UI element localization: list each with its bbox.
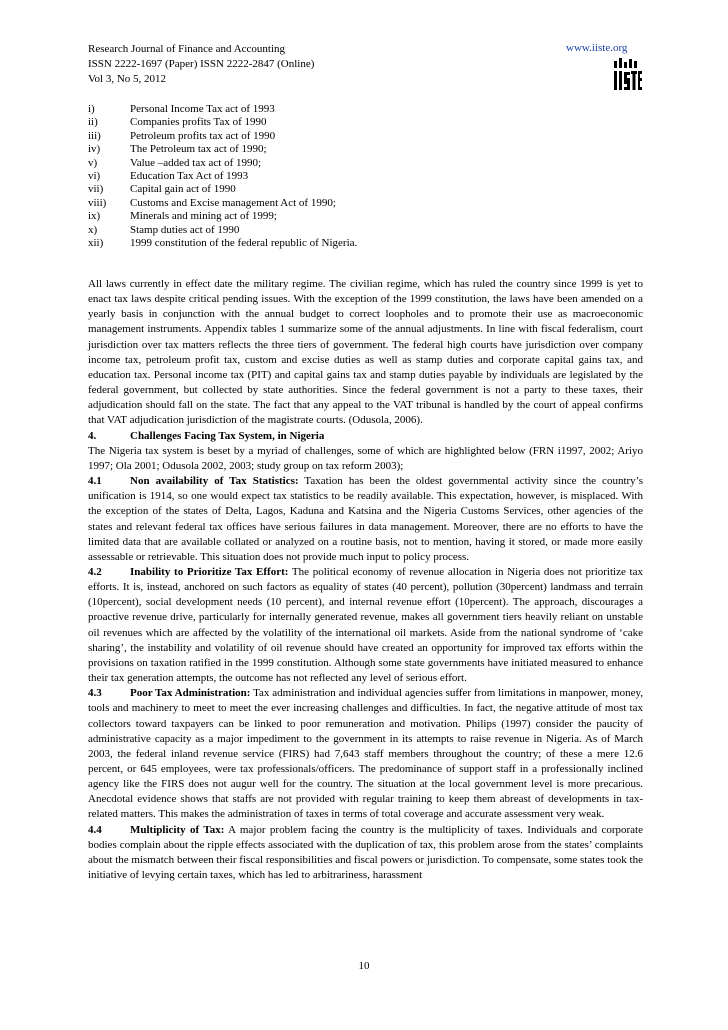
subsection	[88, 565, 643, 686]
subsection-title: Poor Tax Administration:	[130, 687, 251, 700]
list-item	[88, 197, 648, 210]
list-item	[88, 183, 648, 196]
journal-title: Research Journal of Finance and Accounting	[88, 43, 286, 55]
subsection	[88, 474, 643, 565]
list-item-number: vi)	[88, 170, 101, 183]
list-item	[88, 224, 648, 237]
list-item-text: Petroleum profits tax act of 1990	[130, 129, 276, 142]
list-item-number: iv)	[88, 143, 101, 156]
subsection-text: The political economy of revenue allocation in Nigeria does not prioritize tax efforts. It is, instead, anchored on such factors as equality of states (40 percent), pollution (30percent) landmass and terrain (10percent), social development needs (10 percent), and internal revenue effort (10percent). The approach, discourages a proactive revenue drive, particularly for internally generated revenue, makes all government tiers heavily reliant on unstable oil revenues which are affected by the volatility of the international oil markets. Aside from the national syndrome of ‘cake sharing’, the instability and volatility of oil revenue should have created an opportunity for improved tax efforts within the provisions on taxation ratified in the 1999 constitution. Although some state governments have initiated measured to enhance their tax generation attempts, the outcome has not reflected any level of serious effort.	[88, 565, 643, 685]
subsection-number: 4.4	[88, 823, 102, 836]
list-item	[88, 103, 648, 116]
volume-line: Vol 3, No 5, 2012	[88, 73, 167, 85]
subsection-title: Non availability of Tax Statistics:	[130, 475, 299, 488]
list-item-text: Value –added tax act of 1990;	[130, 156, 262, 169]
list-item-text: Companies profits Tax of 1990	[130, 116, 267, 129]
list-item-text: The Petroleum tax act of 1990;	[130, 143, 267, 156]
list-item-text: Education Tax Act of 1993	[130, 170, 249, 183]
list-item-text: Stamp duties act of 1990	[130, 223, 240, 236]
list-item-number: v)	[88, 156, 98, 169]
list-item-text: Personal Income Tax act of 1993	[130, 103, 275, 115]
journal-url-link[interactable]: www.iiste.org	[566, 42, 628, 54]
list-item-number: iii)	[88, 129, 101, 142]
section-number: 4.	[88, 429, 97, 442]
list-item-text: 1999 constitution of the federal republic of Nigeria.	[130, 237, 358, 250]
iiste-logo	[612, 58, 642, 92]
body-text	[88, 277, 643, 883]
subsection	[88, 686, 643, 822]
list-item-text: Customs and Excise management Act of 1990;	[130, 196, 336, 209]
subsection-title: Multiplicity of Tax:	[130, 823, 225, 836]
subsection-title: Inability to Prioritize Tax Effort:	[130, 565, 289, 578]
list-item-number: ix)	[88, 210, 101, 223]
list-item-number: xii)	[88, 237, 104, 250]
subsection-text: A major problem facing the country is the multiplicity of taxes. Individuals and corporate bodies complain about the ripple effects associated with the duplication of tax, this problem arose from the states’ complaints about the mismatch between their fiscal responsibilities and fiscal powers or jurisdiction. To compensate, some states took the initiative of levying certain taxes, which has led to arbitrariness, harassment	[88, 823, 643, 882]
tax-laws-list	[88, 103, 648, 250]
list-item	[88, 116, 648, 129]
section-intro: The Nigeria tax system is beset by a myriad of challenges, some of which are highlighted below (FRN i1997, 2002; Ariyo 1997; Ola 2001; Odusola 2002, 2003; study group on tax reform 2003);	[88, 444, 643, 472]
list-item	[88, 143, 648, 156]
paragraph-tax-laws: All laws currently in effect date the military regime. The civilian regime, which has ruled the country since 1999 is yet to enact tax laws despite critical pending issues. With the exception of the 1999 constitution, the laws have been amended on a yearly basis in conjunction with the annual budget to correct loopholes and to promote their use as macroeconomic management instruments. Appendix tables 1 summarize some of the annual adjustments. In line with fiscal federalism, court jurisdiction over tax matters reflects the three tiers of government. The federal high courts have jurisdiction over company income tax, petroleum profit tax, custom and excise duties as well as stamp duties and corporate capital gains tax, and education tax. Personal income tax (PIT) and capital gains tax and stamp duties payable by individuals are legislated by the federal government, but collected by state authorities. Since the federal government is not a party to these taxes, their adjudication should fall on the state. The fact that any appeal to the VAT tribunal is handled by the court of appeal confirms that VAT adjudication jurisdiction of the magistrate courts. (Odusola, 2006).	[88, 278, 643, 427]
subsection-text: Tax administration and individual agencies suffer from limitations in manpower, money, tools and machinery to meet to meet the ever increasing challenges and difficulties. In fact, the negative attitude of most tax collectors toward taxpayers can be linked to poor remuneration and motivation. Philips (1997) consider the paucity of administrative capacity as a major impediment to the government in its attempts to raise revenue in Nigeria. As of March 2003, the federal inland revenue service (FIRS) had 7,643 staff members throughout the country; of these a mere 12.6 percent, or 645 employees, were tax professionals/officers. The predominance of support staff in a professionally inclined agency like the FIRS does not augur well for the country. The situation at the local government level is more precarious. Anecdotal evidence shows that staffs are not provided with regular training to keep them abreast of developments in tax-related matters. This makes the administration of taxes in terms of total coverage and accurate assessment very weak.	[88, 687, 643, 821]
subsection-number: 4.2	[88, 565, 102, 578]
section-title: Challenges Facing Tax System, in Nigeria	[130, 429, 325, 442]
subsection-number: 4.1	[88, 475, 102, 488]
subsection-number: 4.3	[88, 687, 102, 700]
list-item-number: vii)	[88, 183, 104, 196]
list-item-text: Minerals and mining act of 1999;	[130, 210, 277, 223]
subsection-text: Taxation has been the oldest governmental activity since the country’s unification is 1914, so one would expect tax statistics to be readily available. This expectation, however, is misplaced. With the exception of the states of Delta, Lagos, Kaduna and Katsina and the Nigeria Customs Services, other agencies of the states and relevant federal tax offices have serious failures in data management. Moreover, there are no efforts to have the limited data that are available collated or analyzed on a routine basis, not to mention, having it stored, or made more easily assessable or retrievable. This situation does not provide much input to policy process.	[88, 475, 644, 563]
list-item	[88, 210, 648, 223]
list-item-text: Capital gain act of 1990	[130, 183, 236, 196]
list-item	[88, 130, 648, 143]
list-item-number: ii)	[88, 116, 98, 129]
list-item	[88, 157, 648, 170]
list-item-number: i)	[88, 103, 95, 115]
running-header	[88, 42, 314, 87]
subsection	[88, 823, 643, 884]
list-item-number: viii)	[88, 196, 107, 209]
section-heading	[88, 429, 643, 444]
list-item-number: x)	[88, 223, 98, 236]
page-number: 10	[358, 960, 370, 972]
list-item	[88, 170, 648, 183]
list-item	[88, 237, 648, 250]
issn-line: ISSN 2222-1697 (Paper) ISSN 2222-2847 (Online)	[88, 58, 315, 70]
